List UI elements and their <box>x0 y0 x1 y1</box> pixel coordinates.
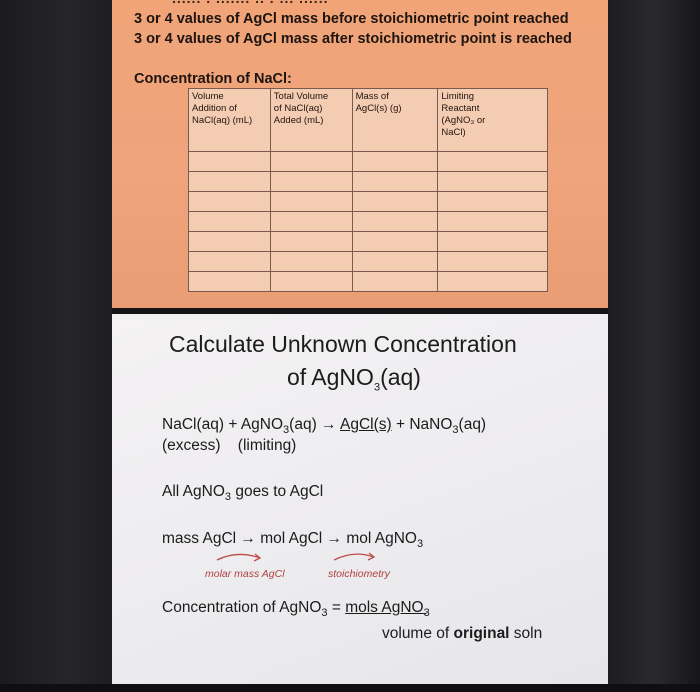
table-row <box>189 192 548 212</box>
concentration-nacl-label: Concentration of NaCl: <box>134 71 292 87</box>
table-cell <box>270 172 352 192</box>
arc-arrow-1 <box>217 554 260 560</box>
all-agno3-statement: All AgNO$_3$ goes to AgCl <box>162 483 324 504</box>
table-cell <box>270 272 352 292</box>
table-cell <box>189 172 271 192</box>
cut-off-heading <box>172 0 328 6</box>
conversion-pathway: mass AgCl → mol AgCl → mol AgNO$_3$ <box>162 530 424 551</box>
requirement-before: 3 or 4 values of AgCl mass before stoichiometric point reached <box>134 11 569 27</box>
agcl-product: AgCl(s) <box>340 416 392 433</box>
reactant-labels: (excess) (limiting) <box>162 437 297 454</box>
table-cell <box>352 272 438 292</box>
table-cell <box>189 192 271 212</box>
header-volume-addition: Volume Addition of NaCl(aq) (mL) <box>189 89 271 152</box>
slide-title-line1: Calculate Unknown Concentration <box>169 331 517 357</box>
monitor-bezel-left <box>0 0 112 692</box>
annotation-stoichiometry: stoichiometry <box>328 568 390 580</box>
requirement-after: 3 or 4 values of AgCl mass after stoichiometric point is reached <box>134 31 572 47</box>
table-cell <box>352 232 438 252</box>
table-row <box>189 232 548 252</box>
concentration-formula: Concentration of AgNO$_3$ = mols AgNO$_3$ <box>162 599 430 620</box>
table-cell <box>352 172 438 192</box>
table-cell <box>438 212 548 232</box>
table-row <box>189 212 548 232</box>
header-total-volume: Total Volume of NaCl(aq) Added (mL) <box>270 89 352 152</box>
formula-denominator: volume of original soln <box>382 625 543 642</box>
table-cell <box>438 172 548 192</box>
data-table <box>188 88 548 292</box>
reaction-equation: NaCl(aq) + AgNO$_3$(aq) → AgCl(s) + NaNO$_3$(aq) <box>162 416 487 437</box>
table-cell <box>438 232 548 252</box>
table-row <box>189 152 548 172</box>
header-limiting-reactant: Limiting Reactant (AgNO₃ or NaCl) <box>438 89 548 152</box>
table-cell <box>270 232 352 252</box>
annotation-molar-mass: molar mass AgCl <box>205 568 285 580</box>
header-mass-agcl: Mass of AgCl(s) (g) <box>352 89 438 152</box>
table-cell <box>189 252 271 272</box>
formula-numerator: mols AgNO$_3$ <box>345 599 430 620</box>
table-cell <box>352 252 438 272</box>
arc-arrow-1-head <box>254 554 260 561</box>
table-cell <box>352 192 438 212</box>
table-cell <box>352 152 438 172</box>
table-cell <box>438 252 548 272</box>
table-cell <box>270 152 352 172</box>
white-slide <box>112 314 608 684</box>
table-cell <box>438 272 548 292</box>
table-cell <box>352 212 438 232</box>
table-cell <box>189 272 271 292</box>
slide-title-line2: of AgNO$_3$(aq) <box>287 364 421 394</box>
arc-arrow-2-head <box>368 553 374 560</box>
monitor-bezel-bottom <box>0 684 700 692</box>
table-header-row <box>189 89 548 152</box>
table-cell <box>189 152 271 172</box>
table-cell <box>438 192 548 212</box>
table-cell <box>270 252 352 272</box>
table-cell <box>270 212 352 232</box>
arc-arrow-2 <box>334 554 374 560</box>
table-cell <box>189 212 271 232</box>
table-cell <box>189 232 271 252</box>
table-cell <box>270 192 352 212</box>
orange-slide <box>112 0 608 308</box>
monitor-bezel-right <box>608 0 700 692</box>
table-row <box>189 272 548 292</box>
table-cell <box>438 152 548 172</box>
table-row <box>189 252 548 272</box>
table-row <box>189 172 548 192</box>
